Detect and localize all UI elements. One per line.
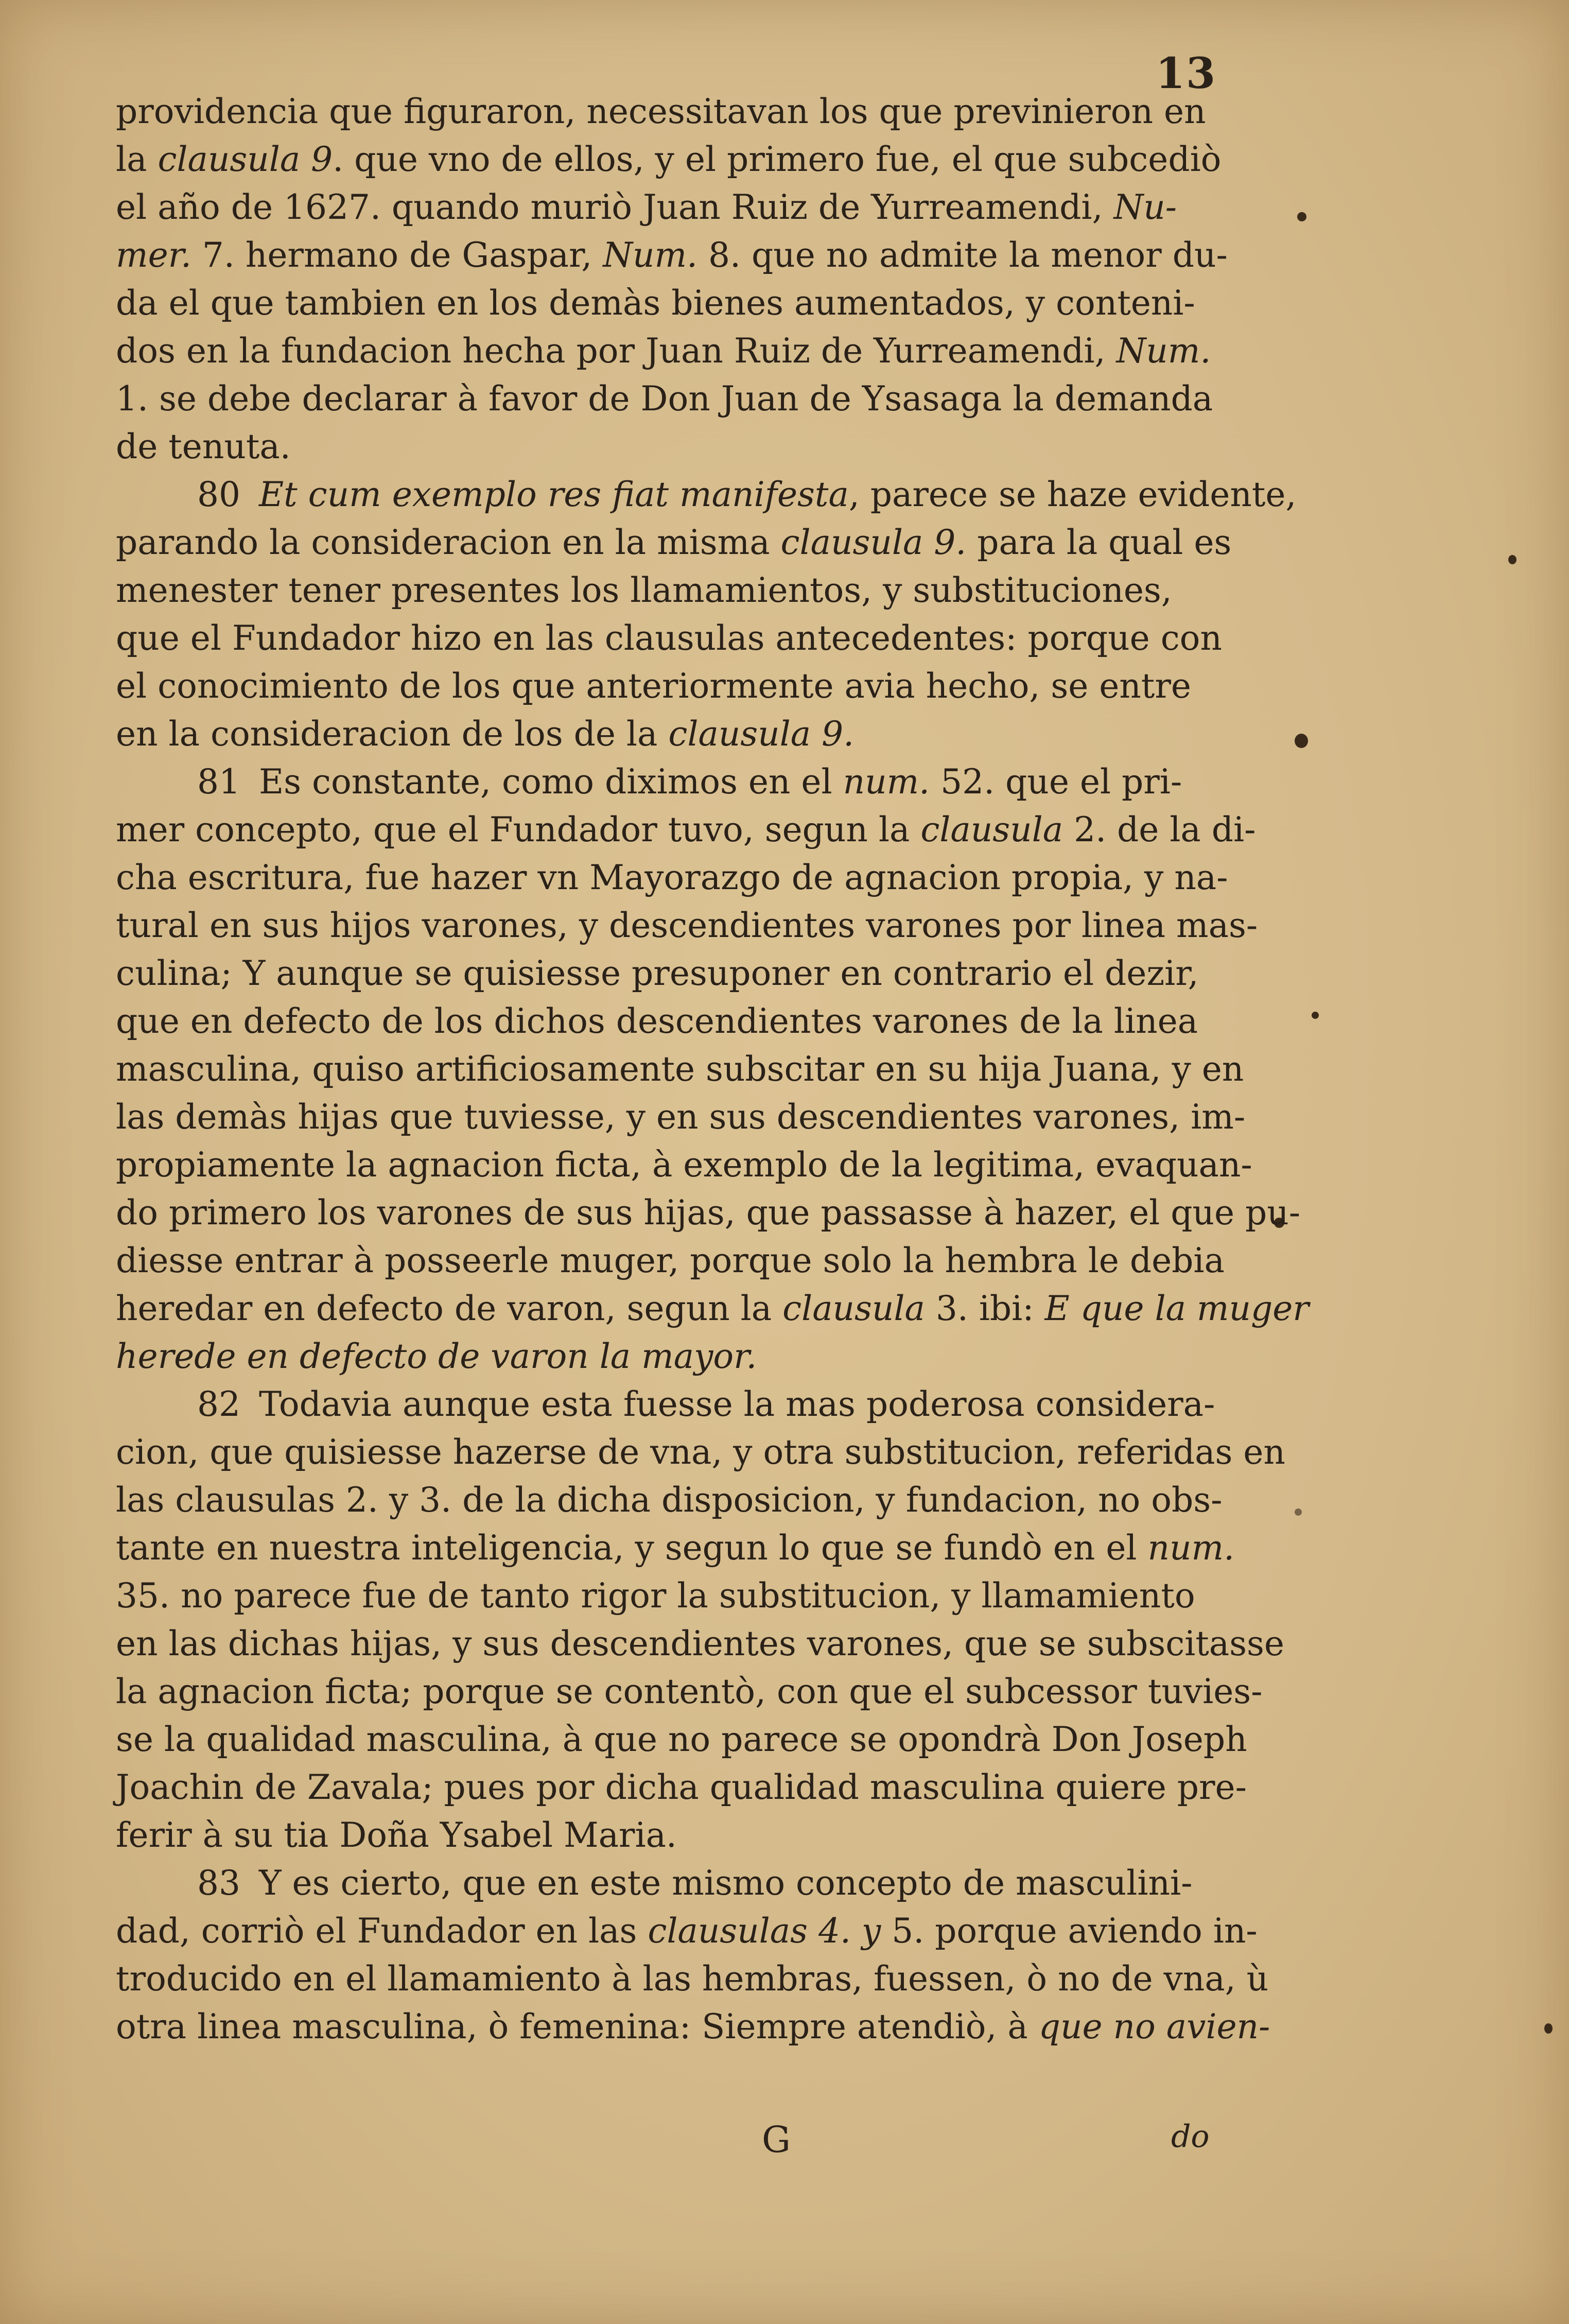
text-line — [116, 1668, 1263, 1715]
text-line — [116, 1237, 1238, 1285]
text-span: ferir à su tia Doña Ysabel Maria. — [116, 1815, 677, 1855]
text-span: menester tener presentes los llamamientos, y substituciones, — [116, 570, 1172, 610]
text-span: 8. que no admite la menor du- — [698, 235, 1228, 275]
page-number: 13 — [1156, 49, 1217, 98]
text-span: , parece se haze evidente, — [848, 475, 1297, 514]
italic-text: num. — [1147, 1528, 1235, 1568]
italic-text: herede en defecto de varon la mayor. — [116, 1337, 757, 1376]
signature-mark: G — [762, 2119, 791, 2161]
text-line — [116, 1859, 1238, 1907]
text-line — [116, 710, 1238, 758]
text-line — [116, 423, 1238, 471]
text-line — [116, 135, 1238, 183]
text-span: que el Fundador hizo en las clausulas antecedentes: porque con — [116, 618, 1222, 658]
text-line — [116, 375, 1238, 423]
text-span: culina; Y aunque se quisiesse presuponer en contrario el dezir, — [116, 953, 1199, 993]
text-span: 52. que el pri- — [930, 762, 1182, 802]
text-line — [116, 1189, 1301, 1237]
text-span: mer concepto, que el Fundador tuvo, segun la — [116, 810, 921, 849]
text-line — [116, 183, 1238, 231]
text-span: las demàs hijas que tuviesse, y en sus descendientes varones, im- — [116, 1097, 1246, 1137]
text-span: dad, corriò el Fundador en las — [116, 1911, 648, 1951]
text-line — [116, 1715, 1247, 1763]
text-span: providencia que figuraron, necessitavan los que previnieron en — [116, 92, 1206, 131]
text-span: 2. de la di- — [1063, 810, 1256, 849]
text-span: do primero los varones de sus hijas, que passasse à hazer, el que pu- — [116, 1193, 1301, 1233]
italic-text: clausulas 4. y — [648, 1911, 881, 1951]
italic-text: Num. — [603, 235, 698, 275]
text-span: Joachin de Zavala; pues por dicha qualidad masculina quiere pre- — [116, 1767, 1247, 1807]
italic-text: clausula — [782, 1289, 925, 1328]
text-span: para la qual es — [966, 523, 1232, 562]
text-line — [116, 1380, 1238, 1428]
text-line — [116, 1572, 1238, 1620]
italic-text: clausula 9. — [780, 523, 967, 562]
text-span: 5. porque aviendo in- — [881, 1911, 1258, 1951]
text-line — [116, 1141, 1252, 1189]
text-line — [116, 614, 1238, 662]
text-span: parando la consideracion en la misma — [116, 523, 781, 562]
text-line — [116, 1285, 1309, 1332]
text-span: da el que tambien en los demàs bienes aumentados, y conteni- — [116, 283, 1195, 323]
text-line — [116, 1524, 1238, 1572]
text-line — [116, 1620, 1284, 1668]
text-line — [116, 88, 1238, 135]
text-span: Es constante, como diximos en el — [258, 762, 843, 802]
italic-text: Nu- — [1113, 187, 1177, 227]
italic-text: mer. — [116, 235, 191, 275]
text-line — [116, 2003, 1270, 2051]
text-span: masculina, quiso artificiosamente subscitar en su hija Juana, y en — [116, 1049, 1244, 1089]
text-span: el conocimiento de los que anteriormente avia hecho, se entre — [116, 666, 1191, 706]
text-span: las clausulas 2. y 3. de la dicha disposicion, y fundacion, no obs- — [116, 1480, 1223, 1520]
text-line — [116, 327, 1238, 375]
text-span: Y es cierto, que en este mismo concepto de masculini- — [258, 1863, 1193, 1903]
italic-text: que no avien- — [1038, 2007, 1270, 2046]
ink-stain — [1544, 2023, 1553, 2034]
paragraph-number: 82 — [197, 1384, 240, 1424]
text-span: tural en sus hijos varones, y descendientes varones por linea mas- — [116, 906, 1258, 945]
text-span: 35. no parece fue de tanto rigor la substitucion, y llamamiento — [116, 1576, 1195, 1616]
italic-text: clausula 9. — [668, 714, 855, 754]
text-line — [116, 279, 1238, 327]
text-span: 3. ibi: — [925, 1289, 1045, 1328]
text-line — [116, 949, 1238, 997]
ink-stain — [1295, 1508, 1302, 1516]
text-span: heredar en defecto de varon, segun la — [116, 1289, 783, 1328]
text-span: de tenuta. — [116, 427, 291, 466]
text-span: tante en nuestra inteligencia, y segun lo que se fundò en el — [116, 1528, 1148, 1568]
ink-stain — [1295, 734, 1308, 748]
text-span: la agnacion ficta; porque se contentò, con que el subcessor tuvies- — [116, 1672, 1263, 1711]
text-line — [116, 662, 1238, 710]
text-line — [116, 1093, 1246, 1141]
text-line — [116, 1045, 1244, 1093]
ink-stain — [1297, 212, 1306, 221]
text-span: Todavia aunque esta fuesse la mas poderosa considera- — [258, 1384, 1215, 1424]
text-line — [116, 231, 1238, 279]
text-line — [116, 1332, 1238, 1380]
italic-text: num. — [843, 762, 930, 802]
text-span: propiamente la agnacion ficta, à exemplo de la legitima, evaquan- — [116, 1145, 1252, 1185]
text-line — [116, 1907, 1258, 1955]
italic-text: Num. — [1116, 331, 1211, 371]
text-line — [116, 518, 1238, 566]
text-line — [116, 854, 1238, 901]
text-span: troducido en el llamamiento à las hembras, fuessen, ò no de vna, ù — [116, 1959, 1269, 1999]
text-span: cha escritura, fue hazer vn Mayorazgo de agnacion propia, y na- — [116, 858, 1228, 897]
text-span: el año de 1627. quando muriò Juan Ruiz de Yurreamendi, — [116, 187, 1114, 227]
italic-text: E que la muger — [1044, 1289, 1309, 1328]
text-span: en las dichas hijas, y sus descendientes varones, que se subscitasse — [116, 1624, 1284, 1663]
text-line — [116, 1763, 1247, 1811]
paragraph-number: 80 — [197, 475, 240, 514]
text-line — [116, 901, 1258, 949]
text-span: cion, que quisiesse hazerse de vna, y otra substitucion, referidas en — [116, 1432, 1285, 1472]
paragraph-number: 83 — [197, 1863, 240, 1903]
paragraph-number: 81 — [197, 762, 240, 802]
text-line — [116, 1476, 1238, 1524]
body-text — [116, 88, 1309, 2051]
italic-text: Et cum exemplo res fiat manifesta — [258, 475, 849, 514]
text-span: 7. hermano de Gaspar, — [191, 235, 603, 275]
text-span: se la qualidad masculina, à que no parece se opondrà Don Joseph — [116, 1720, 1247, 1759]
catchword: do — [1171, 2119, 1210, 2155]
text-span: en la consideracion de los de la — [116, 714, 669, 754]
ink-stain — [1312, 1012, 1319, 1019]
text-span: diesse entrar à posseerle muger, porque solo la hembra le debia — [116, 1241, 1225, 1280]
text-span: que en defecto de los dichos descendientes varones de la linea — [116, 1001, 1198, 1041]
text-span: 1. se debe declarar à favor de Don Juan de Ysasaga la demanda — [116, 379, 1213, 419]
text-line — [116, 997, 1238, 1045]
text-line — [116, 566, 1238, 614]
text-span: dos en la fundacion hecha por Juan Ruiz de Yurreamendi, — [116, 331, 1117, 371]
text-span: . que vno de ellos, y el primero fue, el que subcediò — [333, 140, 1222, 179]
text-line — [116, 806, 1256, 854]
text-line — [116, 1811, 1238, 1859]
ink-stain — [1508, 555, 1516, 564]
text-line — [116, 758, 1238, 806]
italic-text: clausula — [920, 810, 1064, 849]
text-span: la — [116, 140, 158, 179]
text-span: otra linea masculina, ò femenina: Siempre atendiò, à — [116, 2007, 1039, 2046]
italic-text: clausula 9 — [158, 140, 333, 179]
text-line — [116, 1955, 1269, 2003]
text-line — [116, 471, 1297, 518]
text-line — [116, 1428, 1285, 1476]
